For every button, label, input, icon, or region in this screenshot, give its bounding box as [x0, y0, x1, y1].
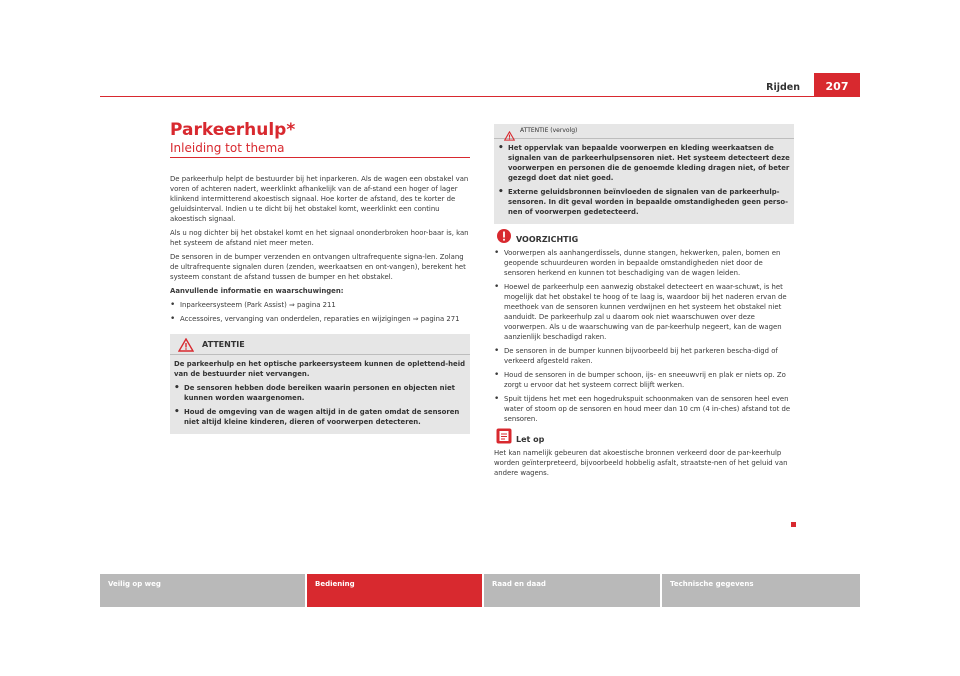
warning-body — [170, 355, 470, 434]
caution-item: • Spuit tijdens het met een hogedrukspuit schoonmaken van de sensoren heel even water of stoom op de sensoren en houd meer dan 10 cm (4 in-ches) afstand tot de sensoren. — [494, 394, 794, 424]
info-heading: Aanvullende informatie en waarschuwingen: — [170, 287, 344, 295]
info-item: • Accessoires, vervanging van onderdelen, reparaties en wijzigingen ⇒ pagina 271 — [170, 314, 470, 324]
right-column — [494, 124, 794, 482]
intro-paragraph: De sensoren in de bumper verzenden en ontvangen ultrafrequente signa-len. Zolang de ultrafrequente signalen duren (zenden, weerkaatsen en ont-vangen), berekent het systeem constant de afstand tussen de bumper en het obstakel. — [170, 253, 466, 281]
warning-triangle-icon — [178, 337, 194, 356]
footer-tab-veilig-op-weg[interactable]: Veilig op weg — [108, 580, 161, 588]
running-header: Rijden — [766, 82, 800, 93]
caution-header — [494, 228, 794, 248]
caution-item: • Voorwerpen als aanhangerdissels, dunne stangen, hekwerken, palen, bomen en geopende schuurdeuren worden in bepaalde omstandigheden niet door de sensoren herkend en kunnen tot beschadiging van de wagen leiden. — [494, 248, 794, 278]
warning-continued-body — [494, 139, 794, 224]
warning-item: • De sensoren hebben dode bereiken waarin personen en objecten niet kunnen worden waargenomen. — [174, 383, 466, 403]
warning-header — [170, 334, 470, 355]
warning-item: • Externe geluidsbronnen beïnvloeden de signalen van de parkeerhulp-sensoren. In dit geval worden in bepaalde omstandigheden geen perso-nen of voorwerpen gedetecteerd. — [498, 187, 790, 217]
footer-tab-bediening[interactable]: Bediening — [307, 574, 482, 607]
caution-item: • Hoewel de parkeerhulp een aanwezig obstakel detecteert en waar-schuwt, is het mogelijk dat het obstakel te hoog of te laag is, waardoor bij het naderen ervan de meethoek van de sensoren kunnen verdwijnen en het systeem het obstakel niet aanduidt. De parkeerhulp zal u daarom ook niet waarschuwen over deze voorwerpen. Als u de waarschuwing van de par-keerhulp negeert, kan de wagen aanzienlijk beschadigd raken. — [494, 282, 794, 342]
caution-item: • Houd de sensoren in de bumper schoon, ijs- en sneeuwvrij en plak er niets op. Zo zorgt u ervoor dat het systeem correct blijft werken. — [494, 370, 794, 390]
caution-item: • De sensoren in de bumper kunnen bijvoorbeeld bij het parkeren bescha-digd of verkeerd afgesteld raken. — [494, 346, 794, 366]
section-title: Parkeerhulp* — [170, 120, 296, 140]
warning-intro: De parkeerhulp en het optische parkeersysteem kunnen de oplettend-heid van de bestuurder niet vervangen. — [174, 360, 466, 378]
note-icon — [496, 428, 512, 448]
warning-continued-box — [494, 124, 794, 224]
warning-continued-header — [494, 124, 794, 139]
intro-paragraph: De parkeerhulp helpt de bestuurder bij het inparkeren. Als de wagen een obstakel van voren of achteren nadert, weerklinkt afhankelijk van de af-stand een hoger of lager klinkend intermitterend akoestisch signaal. Hoe korter de afstand, des te korter de geluidsinterval. Indien u te dicht bij het obstakel komt, weerklinkt een continu akoestisch signaal. — [170, 175, 469, 223]
warning-item: • Het oppervlak van bepaalde voorwerpen en kleding weerkaatsen de signalen van de parkeerhulpsensoren niet. Het systeem detecteert deze voorwerpen en personen die de genoemde kleding dragen niet, of beter gezegd doet dat niet goed. — [498, 143, 790, 183]
warning-item: • Houd de omgeving van de wagen altijd in de gaten omdat de sensoren niet altijd kleine kinderen, dieren of voorwerpen detecteren. — [174, 407, 466, 427]
warning-label: ATTENTIE — [202, 340, 245, 349]
caution-label: VOORZICHTIG — [516, 235, 579, 244]
left-column — [170, 120, 470, 434]
section-end-marker — [791, 522, 796, 527]
page-number: 207 — [814, 73, 860, 97]
tip-header — [494, 428, 794, 448]
section-subtitle: Inleiding tot thema — [170, 141, 470, 158]
header-rule — [100, 96, 860, 97]
tip-label: Let op — [516, 435, 545, 444]
intro-paragraph: Als u nog dichter bij het obstakel komt en het signaal ononderbroken hoor-baar is, kan het systeem de afstand niet meer meten. — [170, 229, 469, 247]
footer-tab-raad-en-daad[interactable]: Raad en daad — [492, 580, 546, 588]
tip-text: Het kan namelijk gebeuren dat akoestische bronnen verkeerd door de par-keerhulp worden geïnterpreteerd, bijvoorbeeld hobbelig asfalt, straatste-nen of het geluid van andere wagens. — [494, 449, 788, 477]
footer-tab-technische-gegevens[interactable]: Technische gegevens — [670, 580, 754, 588]
caution-circle-icon — [496, 228, 512, 248]
info-item: • Inparkeersysteem (Park Assist) ⇒ pagina 211 — [170, 300, 470, 310]
warning-box — [170, 334, 470, 434]
warning-continued-label: ATTENTIE (vervolg) — [520, 127, 578, 134]
